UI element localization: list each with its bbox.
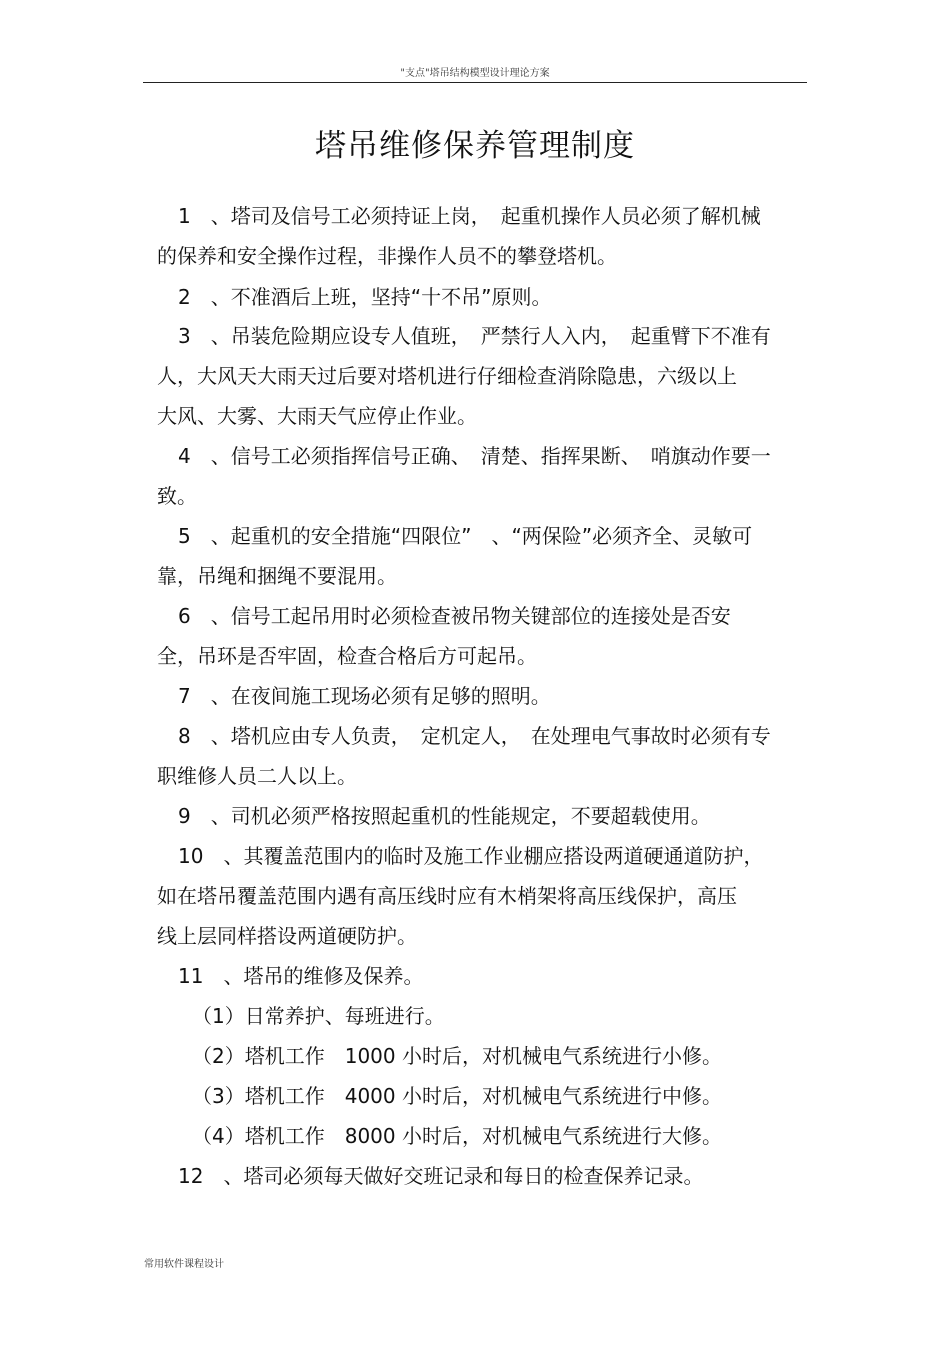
body-line: （4）塔机工作 8000 小时后，对机械电气系统进行大修。 — [192, 1124, 722, 1148]
body-line: 线上层同样搭设两道硬防护。 — [157, 924, 417, 948]
body-line: 10 、其覆盖范围内的临时及施工作业棚应搭设两道硬通道防护， — [178, 844, 764, 868]
body-line: （1）日常养护、每班进行。 — [192, 1004, 445, 1028]
body-line: 大风、大雾、大雨天气应停止作业。 — [157, 404, 477, 428]
body-line: （2）塔机工作 1000 小时后，对机械电气系统进行小修。 — [192, 1044, 722, 1068]
body-line: 5 、起重机的安全措施“四限位” 、“两保险”必须齐全、灵敏可 — [178, 524, 753, 548]
page-footer: 常用软件课程设计 — [144, 1259, 224, 1270]
body-line: 1 、塔司及信号工必须持证上岗， 起重机操作人员必须了解机械 — [178, 204, 761, 228]
body-line: 如在塔吊覆盖范围内遇有高压线时应有木梢架将高压线保护，高压 — [157, 884, 737, 908]
page-header: "支点"塔吊结构模型设计理论方案 — [400, 68, 550, 79]
body-line: 3 、吊装危险期应设专人值班， 严禁行人入内， 起重臂下不准有 — [178, 324, 771, 348]
body-line: 4 、信号工必须指挥信号正确、 清楚、指挥果断、 哨旗动作要一 — [178, 444, 771, 468]
body-line: 的保养和安全操作过程，非操作人员不的攀登塔机。 — [157, 244, 617, 268]
body-line: 致。 — [157, 484, 197, 508]
body-line: 人，大风天大雨天过后要对塔机进行仔细检查消除隐患，六级以上 — [157, 364, 737, 388]
body-line: 全，吊环是否牢固，检查合格后方可起吊。 — [157, 644, 537, 668]
body-line: 12 、塔司必须每天做好交班记录和每日的检查保养记录。 — [178, 1164, 704, 1188]
body-line: 9 、司机必须严格按照起重机的性能规定，不要超载使用。 — [178, 804, 711, 828]
header-divider — [143, 82, 807, 83]
document-title: 塔吊维修保养管理制度 — [315, 128, 635, 164]
body-line: 6 、信号工起吊用时必须检查被吊物关键部位的连接处是否安 — [178, 604, 731, 628]
body-line: 8 、塔机应由专人负责， 定机定人， 在处理电气事故时必须有专 — [178, 724, 771, 748]
body-line: （3）塔机工作 4000 小时后，对机械电气系统进行中修。 — [192, 1084, 722, 1108]
body-line: 11 、塔吊的维修及保养。 — [178, 964, 424, 988]
body-line: 2 、不准酒后上班，坚持“十不吊”原则。 — [178, 285, 552, 309]
body-line: 7 、在夜间施工现场必须有足够的照明。 — [178, 684, 551, 708]
body-line: 靠，吊绳和捆绳不要混用。 — [157, 564, 397, 588]
body-line: 职维修人员二人以上。 — [157, 764, 357, 788]
